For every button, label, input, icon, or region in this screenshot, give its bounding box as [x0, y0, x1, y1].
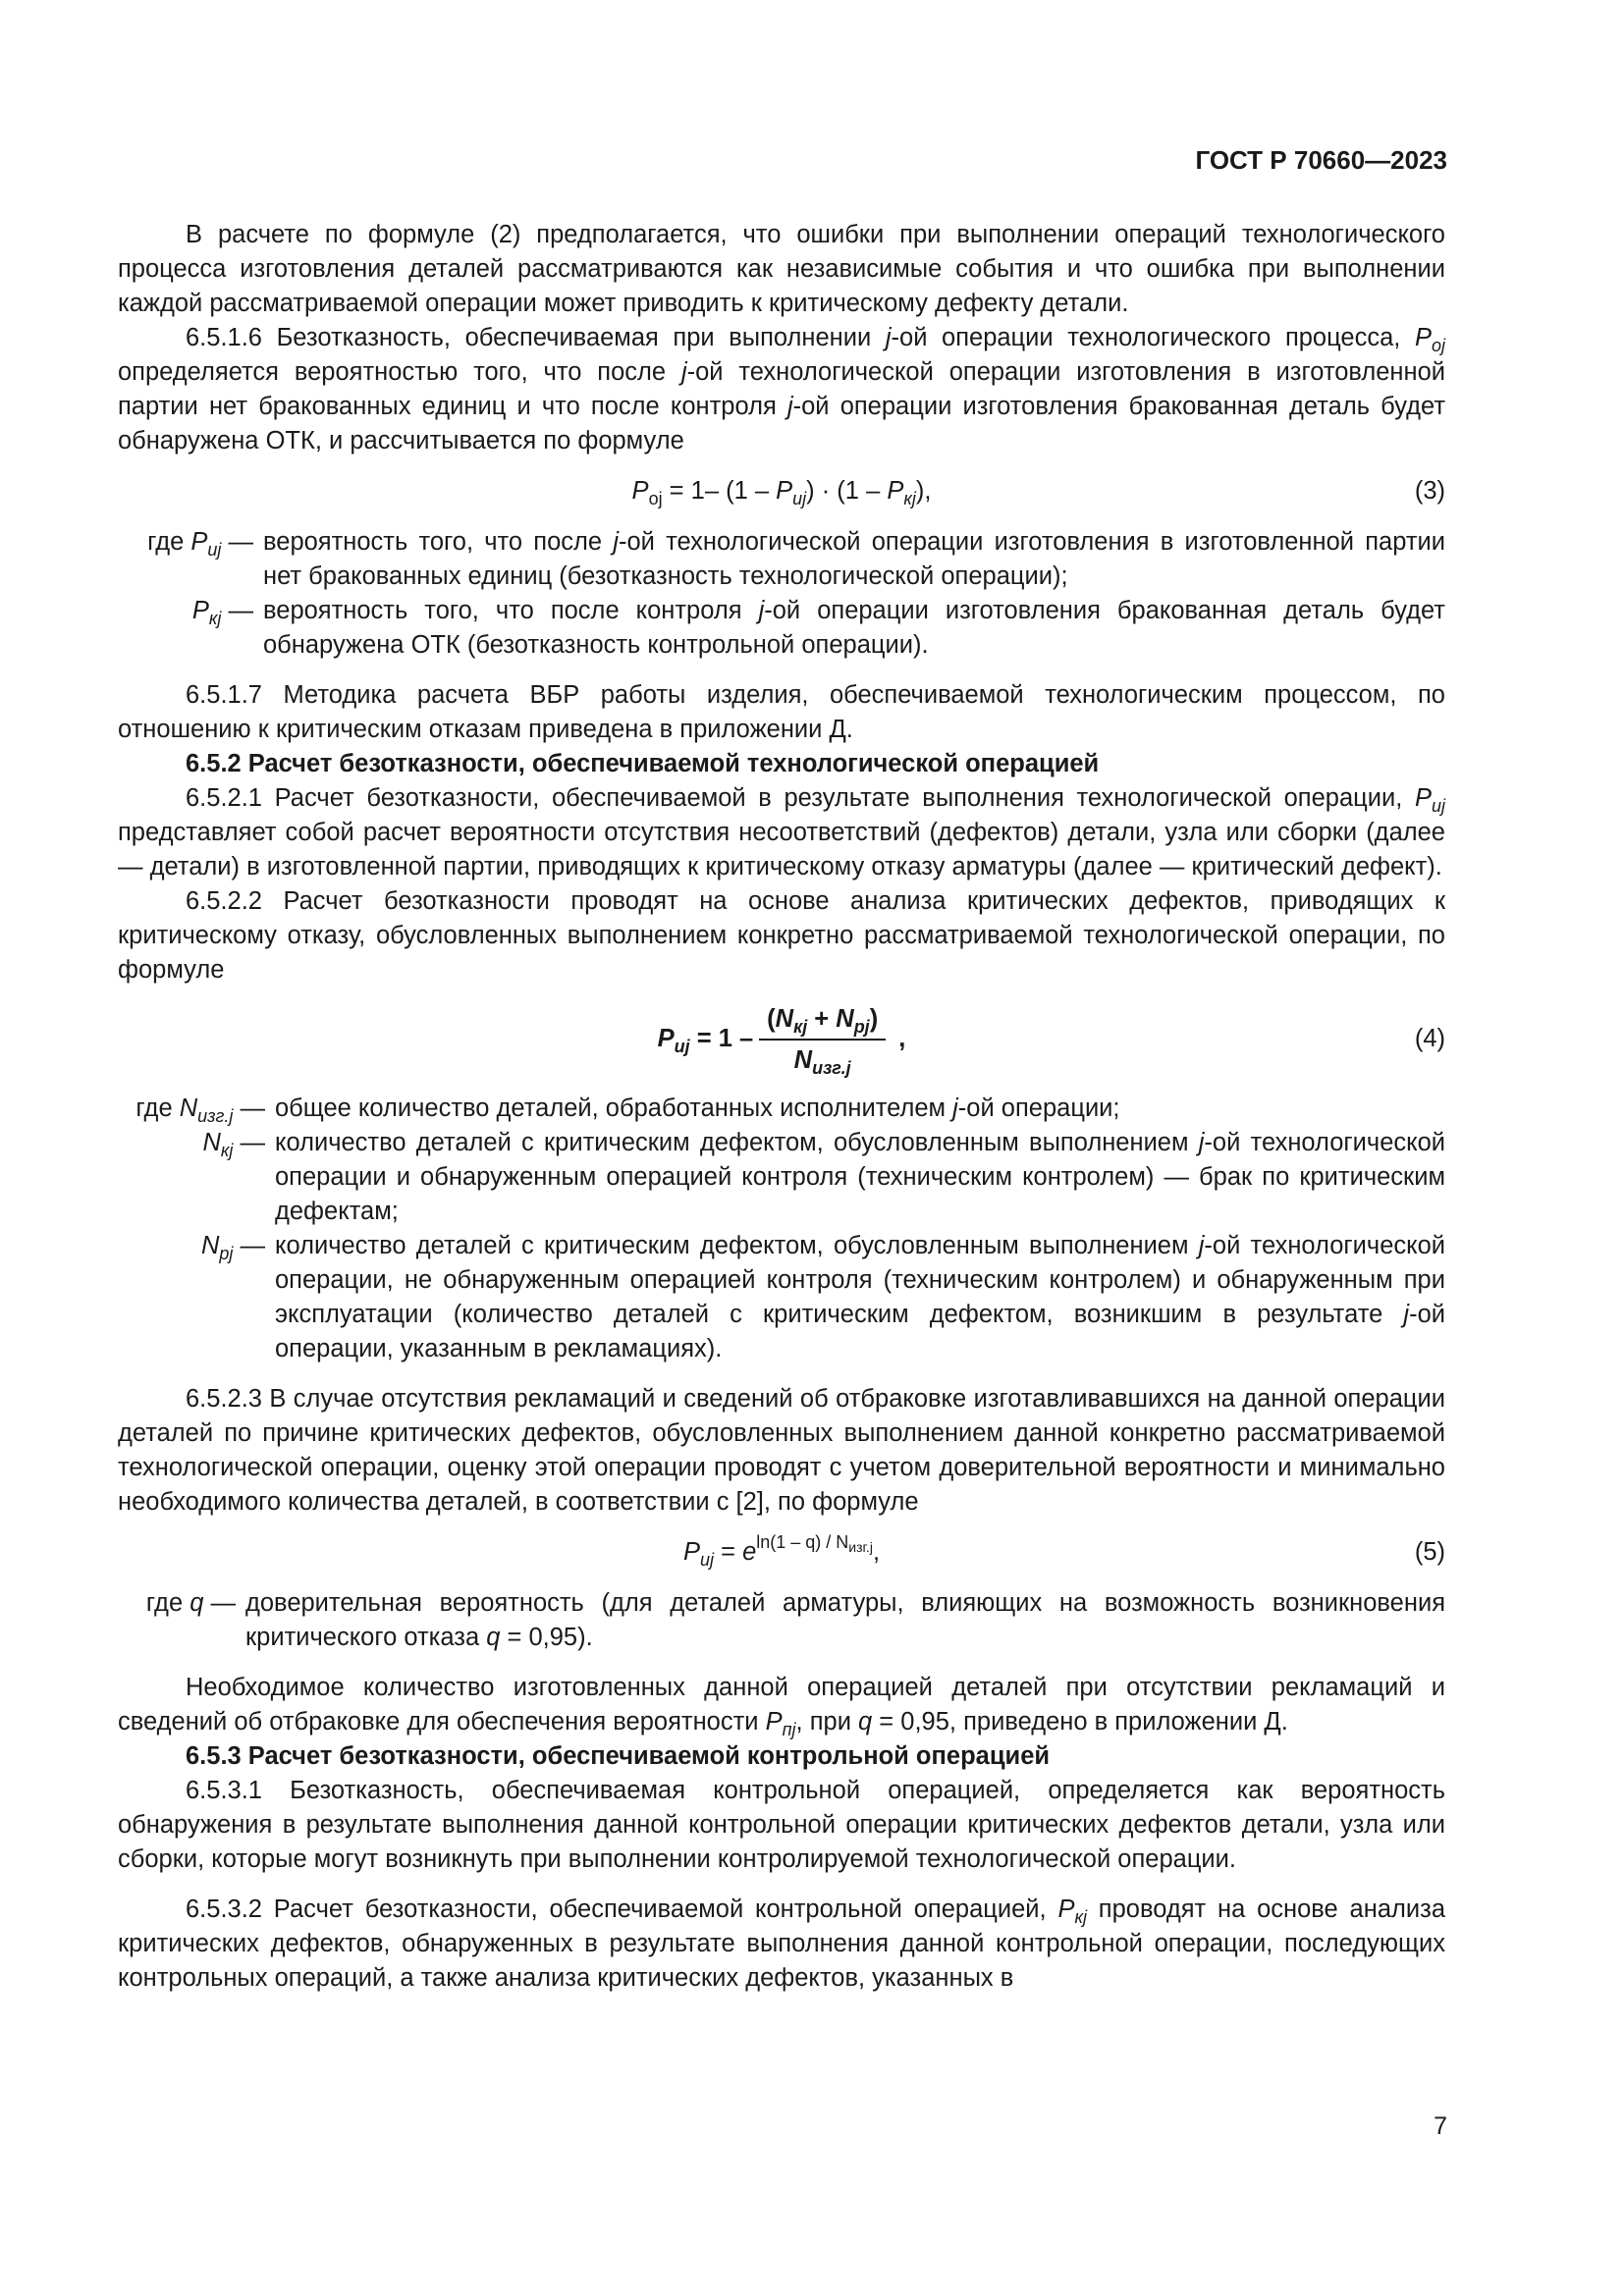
- definition-text: вероятность того, что после контроля j-ой операции изготовления бракованная деталь будет обнаружена ОТК (безотказность контрольной операции).: [263, 597, 1445, 659]
- paragraph-required-quantity: Необходимое количество изготовленных данной операцией деталей при отсутствии рекламаций и сведений об отбраковке для обеспечения вероятности $P_{пj}$, при q = 0,95, приведено в приложении Д.: [118, 1674, 1445, 1739]
- formula-4: [118, 991, 1445, 1086]
- formula-5-expression: $P_{иj} = e^{ln(1 - q) / N_{изг.j}}$,: [682, 1532, 881, 1570]
- paragraph-6531: 6.5.3.1 Безотказность, обеспечиваемая контрольной операцией, определяется как вероятность обнаружения в результате выполнения данной контрольной операции критических дефектов детали, узла или сборки, которые могут возникнуть при выполнении контролируемой технологической операции.: [118, 1777, 1445, 1873]
- definition-text: вероятность того, что после j-ой технологической операции изготовления в изготовленной партии нет бракованных единиц (безотказность технологической операции);: [263, 528, 1445, 590]
- definition-label: где q —: [145, 1589, 236, 1617]
- definitions-formula-5: [118, 1586, 1445, 1655]
- formula-5: [118, 1523, 1445, 1580]
- definition-label: $N_{pj}$ —: [200, 1232, 265, 1263]
- formula-4-expression: $P_{иj} = 1$ – $\frac{(N_{кj} + N_{pj})}{N_{изг.j}}$ ,: [657, 1005, 906, 1079]
- standard-designation: ГОСТ Р 70660—2023: [1195, 145, 1447, 175]
- definition-label: где $P_{иj}$ —: [147, 528, 253, 560]
- heading-652: 6.5.2 Расчет безотказности, обеспечиваемой технологической операцией: [186, 750, 1100, 777]
- definition-label: $N_{кj}$ —: [202, 1129, 265, 1160]
- paragraph-6532: 6.5.3.2 Расчет безотказности, обеспечиваемой контрольной операцией, $P_{кj}$ проводят на основе анализа критических дефектов, обнаруженных в результате выполнения данной контрольной операции, последующих контрольных операций, а также анализа критических дефектов, указанных в: [118, 1896, 1446, 1992]
- definitions-formula-3: [118, 525, 1445, 663]
- definition-text: количество деталей с критическим дефектом, обусловленным выполнением j-ой технологической операции, не обнаруженным операцией контроля (техническим контролем) и обнаруженным при эксплуатации (количество деталей с критическим дефектом, возникшим в результате j-ой операции, указанным в рекламациях).: [275, 1232, 1446, 1362]
- heading-653: 6.5.3 Расчет безотказности, обеспечиваемой контрольной операцией: [186, 1742, 1051, 1770]
- document-body: [118, 218, 1445, 1996]
- definition-label: где $N_{изг.j}$ —: [135, 1095, 265, 1126]
- definition-label: $P_{кj}$ —: [191, 597, 253, 628]
- paragraph-6522: 6.5.2.2 Расчет безотказности проводят на основе анализа критических дефектов, приводящих к критическому отказу, обусловленных выполнением конкретно рассматриваемой технологической операции, по формуле: [118, 887, 1445, 984]
- paragraph-6516: 6.5.1.6 Безотказность, обеспечиваемая при выполнении j-ой операции технологического процесса, $P_{oj}$ определяется вероятностью того, что после j-ой технологической операции изготовления в изготовленной партии нет бракованных единиц и что после контроля j-ой операции изготовления бракованная деталь будет обнаружена ОТК, и рассчитывается по формуле: [118, 324, 1446, 454]
- formula-4-fraction: $\frac{(N_{кj} + N_{pj})}{N_{изг.j}}$: [759, 1003, 886, 1076]
- formula-3-expression: $P_{oj} = 1-$ $(1 - P_{иj}) \cdot (1 - P_{кj})$,: [631, 477, 932, 508]
- formula-5-number: (5): [1414, 1538, 1445, 1566]
- formula-3: [118, 462, 1445, 519]
- paragraph-6523: 6.5.2.3 В случае отсутствия рекламаций и сведений об отбраковке изготавливавшихся на данной операции деталей по причине критических дефектов, обусловленных выполнением данной конкретно рассматриваемой технологической операции, оценку этой операции проводят с учетом доверительной вероятности и минимально необходимого количества деталей, в соответствии с [2], по формуле: [118, 1385, 1445, 1516]
- paragraph-formula2-note: В расчете по формуле (2) предполагается, что ошибки при выполнении операций технологического процесса изготовления деталей рассматриваются как независимые события и что ошибка при выполнении каждой рассматриваемой операции может приводить к критическому дефекту детали.: [118, 221, 1445, 317]
- definition-text: доверительная вероятность (для деталей арматуры, влияющих на возможность возникновения критического отказа q = 0,95).: [245, 1589, 1445, 1651]
- definitions-formula-4: [118, 1092, 1445, 1366]
- formula-4-number: (4): [1414, 1025, 1445, 1052]
- definition-text: количество деталей с критическим дефектом, обусловленным выполнением j-ой технологической операции и обнаруженным операцией контроля (техническим контролем) — брак по критическим дефектам;: [275, 1129, 1446, 1225]
- formula-3-number: (3): [1414, 477, 1445, 505]
- paragraph-6521: 6.5.2.1 Расчет безотказности, обеспечиваемой в результате выполнения технологической операции, $P_{иj}$ представляет собой расчет вероятности отсутствия несоответствий (дефектов) детали, узла или сборки (далее — детали) в изготовленной партии, приводящих к критическому отказу арматуры (далее — критический дефект).: [118, 784, 1445, 881]
- page-number: 7: [1434, 2112, 1447, 2140]
- paragraph-6517: 6.5.1.7 Методика расчета ВБР работы изделия, обеспечиваемой технологическим процессом, по отношению к критическим отказам приведена в приложении Д.: [118, 681, 1445, 743]
- definition-text: общее количество деталей, обработанных исполнителем j-ой операции;: [275, 1095, 1120, 1122]
